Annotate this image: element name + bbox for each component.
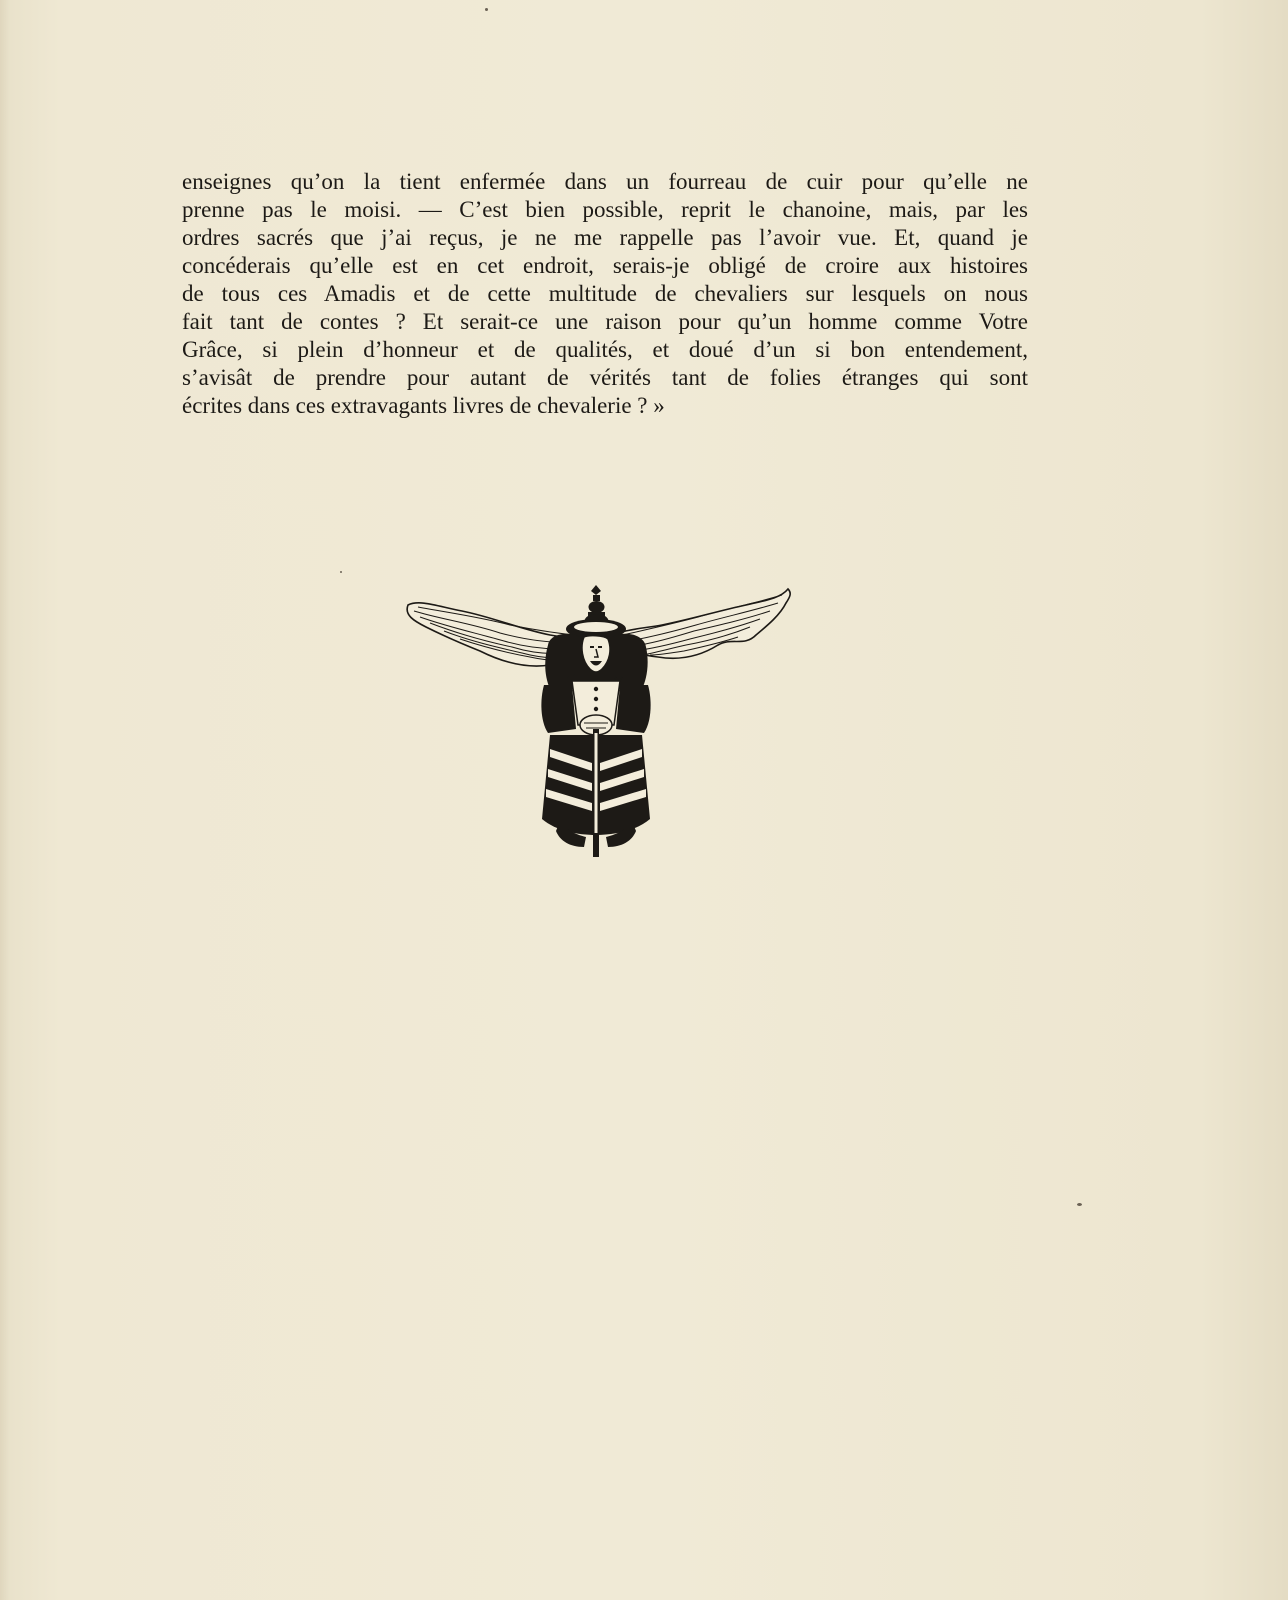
paragraph-line: de tous ces Amadis et de cette multitude de chevaliers sur lesquels on nous <box>182 281 1028 306</box>
paragraph-line: écrites dans ces extravagants livres de chevalerie ? » <box>182 393 665 418</box>
paragraph-line: ordres sacrés que j’ai reçus, je ne me rappelle pas l’avoir vue. Et, quand je <box>182 225 1028 250</box>
paragraph-line: enseignes qu’on la tient enfermée dans un fourreau de cuir pour qu’elle ne <box>182 169 1028 194</box>
paragraph-line: concéderais qu’elle est en cet endroit, serais-je obligé de croire aux histoires <box>182 253 1028 278</box>
paper-speck <box>340 571 342 573</box>
paragraph-line: s’avisât de prendre pour autant de vérités tant de folies étranges qui sont <box>182 365 1028 390</box>
paper-speck <box>485 8 488 11</box>
body-paragraph <box>182 168 1028 420</box>
winged-knight-vignette-icon <box>400 585 810 875</box>
paper-speck <box>1077 1203 1082 1206</box>
paragraph-line: fait tant de contes ? Et serait-ce une raison pour qu’un homme comme Votre <box>182 309 1028 334</box>
paragraph-line: Grâce, si plein d’honneur et de qualités, et doué d’un si bon entendement, <box>182 337 1028 362</box>
paragraph-line: prenne pas le moisi. — C’est bien possible, reprit le chanoine, mais, par les <box>182 197 1028 222</box>
